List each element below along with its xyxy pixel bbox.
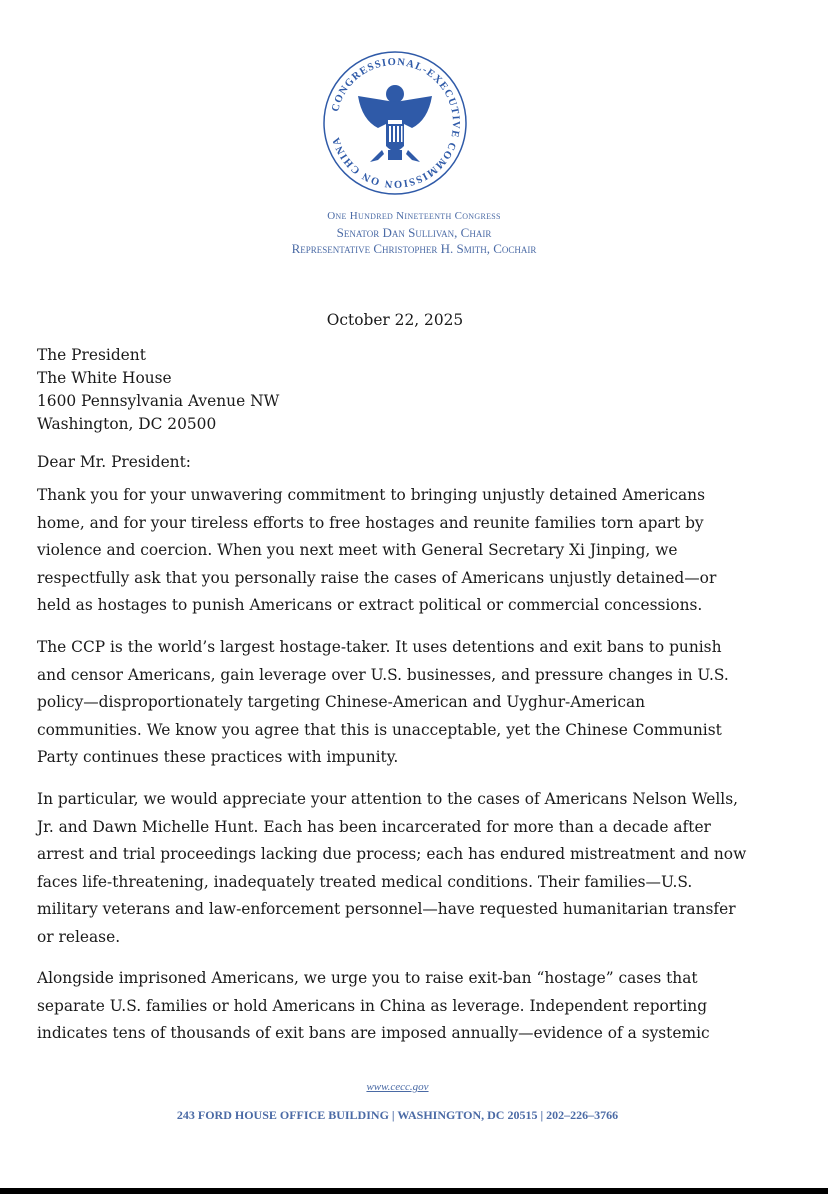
paragraph-4: [37, 965, 797, 1048]
address-line: The White House: [37, 369, 172, 387]
paragraph-3: [37, 786, 797, 951]
bottom-edge-bar: [0, 1188, 828, 1194]
text-line: separate U.S. families or hold Americans in China as leverage. Independent reporting: [37, 996, 708, 1015]
text-line: faces life-threatening, inadequately treated medical conditions. Their families—U.S.: [37, 872, 693, 891]
text-line: Jr. and Dawn Michelle Hunt. Each has been incarcerated for more than a decade after: [37, 817, 711, 836]
text-line: respectfully ask that you personally raise the cases of Americans unjustly detained—or: [37, 568, 717, 587]
address-line: 1600 Pennsylvania Avenue NW: [37, 392, 280, 410]
recipient-address: [37, 344, 797, 436]
congress-session: One Hundred Nineteenth Congress: [327, 210, 501, 222]
text-line: violence and coercion. When you next meet with General Secretary Xi Jinping, we: [37, 541, 678, 559]
text-line: Thank you for your unwavering commitment to bringing unjustly detained Americans: [37, 486, 705, 504]
text-line: policy—disproportionately targeting Chinese-American and Uyghur-American: [37, 693, 646, 711]
cochair-name: Representative Christopher H. Smith, Cochair: [291, 241, 537, 256]
chair-name: Senator Dan Sullivan, Chair: [336, 225, 492, 240]
text-line: Party continues these practices with impunity.: [37, 748, 399, 766]
address-line: Washington, DC 20500: [37, 415, 217, 433]
salutation: Dear Mr. President:: [37, 453, 191, 471]
text-line: held as hostages to punish Americans or extract political or commercial concessions.: [37, 596, 703, 614]
text-line: indicates tens of thousands of exit bans are imposed annually—evidence of a systemic: [37, 1024, 710, 1042]
text-line: and censor Americans, gain leverage over U.S. businesses, and pressure changes in U.S.: [37, 665, 729, 684]
text-line: Alongside imprisoned Americans, we urge you to raise exit-ban “hostage” cases that: [37, 969, 698, 987]
letter-date: October 22, 2025: [326, 311, 464, 329]
text-line: The CCP is the world’s largest hostage-taker. It uses detentions and exit bans to punish: [37, 638, 722, 656]
text-line: communities. We know you agree that this is unacceptable, yet the Chinese Communist: [37, 720, 722, 739]
website-link[interactable]: www.cecc.gov: [366, 1081, 429, 1093]
paragraph-1: [37, 482, 797, 620]
text-line: home, and for your tireless efforts to free hostages and reunite families torn apart by: [37, 513, 704, 532]
text-line: arrest and trial proceedings lacking due process; each has endured mistreatment and now: [37, 845, 747, 863]
text-line: In particular, we would appreciate your attention to the cases of Americans Nelson Wells,: [37, 790, 739, 808]
address-line: The President: [37, 346, 146, 364]
paragraph-2: [37, 634, 797, 772]
text-line: or release.: [37, 927, 121, 946]
footer-address: 243 FORD HOUSE OFFICE BUILDING | WASHINGTON, DC 20515 | 202–226–3766: [176, 1108, 619, 1122]
commission-seal-icon: [322, 50, 468, 196]
svg-text:CONGRESSIONAL-EXECUTIVE COMMIS: CONGRESSIONAL-EXECUTIVE COMMISSION ON CHINA: [330, 56, 462, 190]
text-line: military veterans and law-enforcement personnel—have requested humanitarian transfer: [37, 900, 736, 918]
